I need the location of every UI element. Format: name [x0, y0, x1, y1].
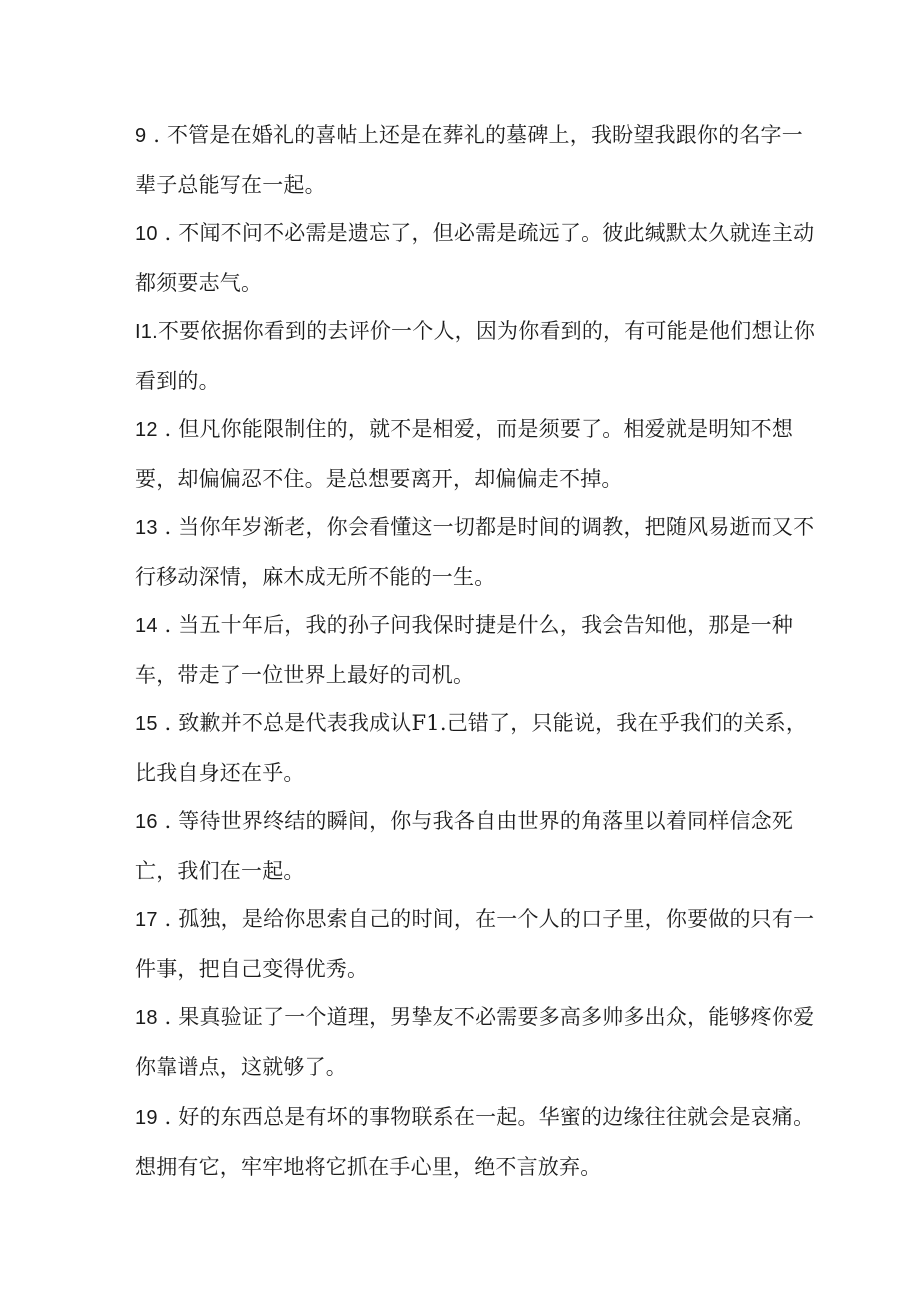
item-line-2: 件事，把自己变得优秀。 [135, 957, 369, 981]
item-text: . 当你年岁渐老，你会看懂这一切都是时间的调教，把随风易逝而又不 [157, 515, 815, 539]
list-item [135, 797, 795, 896]
item-line-1 [135, 993, 815, 1043]
list-item [135, 993, 815, 1092]
item-line-1 [135, 895, 815, 945]
item-line-2: 比我自身还在乎。 [135, 761, 305, 785]
item-number: 15 [135, 713, 158, 735]
item-number: 12 [135, 419, 158, 441]
item-line-2: 都须要志气。 [135, 271, 263, 295]
item-text: . 等待世界终结的瞬间，你与我各自由世界的角落里以着同样信念死 [157, 809, 794, 833]
item-line-1 [135, 209, 815, 259]
item-line-2: 亡，我们在一起。 [135, 859, 305, 883]
item-number: 18 [135, 1007, 158, 1029]
item-line-1 [135, 1093, 815, 1143]
item-number: 19 [135, 1107, 158, 1129]
item-line-2: 想拥有它，牢牢地将它抓在手心里，绝不言放弃。 [135, 1155, 602, 1179]
item-line-2: 你靠谱点，这就够了。 [135, 1055, 347, 1079]
item-line-2: 车，带走了一位世界上最好的司机。 [135, 663, 475, 687]
item-number: 13 [135, 517, 158, 539]
item-line-2: 要，却偏偏忍不住。是总想要离开，却偏偏走不掉。 [135, 467, 623, 491]
item-text: 不要依据你看到的去评价一个人，因为你看到的，有可能是他们想让你 [157, 319, 816, 343]
item-text: . 致歉并不总是代表我成认F1.己错了，只能说，我在乎我们的关系， [157, 711, 808, 735]
list-item [135, 601, 795, 700]
item-line-1 [135, 601, 795, 651]
item-number: 17 [135, 909, 158, 931]
item-line-2: 辈子总能写在一起。 [135, 173, 326, 197]
item-text: . 当五十年后，我的孙子问我保时捷是什么，我会告知他，那是一种 [157, 613, 794, 637]
item-number: 14 [135, 615, 158, 637]
item-number: 16 [135, 811, 158, 833]
item-text: . 不管是在婚礼的喜帖上还是在葬礼的墓碑上，我盼望我跟你的名字一 [146, 123, 803, 147]
item-text: . 不闻不问不必需是遗忘了，但必需是疏远了。彼此缄默太久就连主动 [157, 221, 815, 245]
item-line-1 [135, 699, 808, 749]
item-line-1 [135, 111, 803, 161]
item-line-1 [135, 405, 795, 455]
list-item [135, 111, 803, 210]
item-text: . 果真验证了一个道理，男挚友不必需要多高多帅多出众，能够疼你爱 [157, 1005, 815, 1029]
item-text: . 好的东西总是有坏的事物联系在一起。华蜜的边缘往往就会是哀痛。 [157, 1105, 815, 1129]
item-text: . 孤独，是给你思索自己的时间，在一个人的口子里，你要做的只有一 [157, 907, 815, 931]
list-item [135, 895, 815, 994]
item-line-1 [135, 307, 816, 357]
item-number: I1. [135, 321, 158, 343]
list-item [135, 209, 815, 308]
item-number: 9 [135, 125, 147, 147]
list-item [135, 503, 815, 602]
item-line-2: 行移动深情，麻木成无所不能的一生。 [135, 565, 496, 589]
item-line-1 [135, 797, 795, 847]
list-item [135, 405, 795, 504]
list-item [135, 1093, 815, 1192]
item-number: 10 [135, 223, 158, 245]
item-line-1 [135, 503, 815, 553]
item-text: . 但凡你能限制住的，就不是相爱，而是须要了。相爱就是明知不想 [157, 417, 794, 441]
list-item [135, 699, 808, 798]
list-item [135, 307, 816, 406]
item-line-2: 看到的。 [135, 369, 220, 393]
